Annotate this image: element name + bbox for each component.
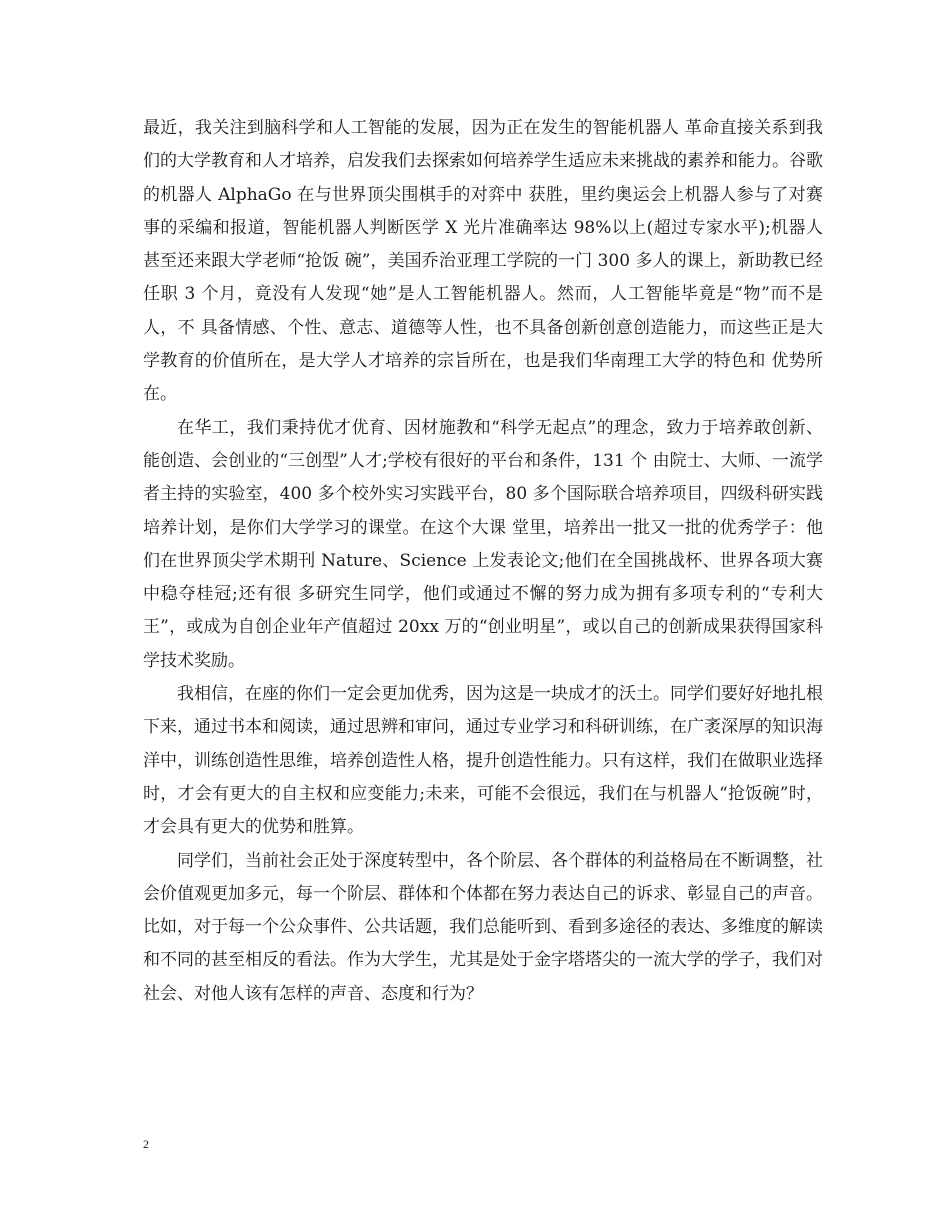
paragraph-1: 最近，我关注到脑科学和人工智能的发展，因为正在发生的智能机器人 革命直接关系到我们的大学教育和人才培养，启发我们去探索如何培养学生适应未来挑战的素养和能力。谷歌的机器人 AlphaGo 在与世界顶尖围棋手的对弈中 获胜，里约奥运会上机器人参与了对赛事的采编和报道，智能机器人判断医学 X 光片准确率达 98%以上(超过专家水平);机器人甚至还来跟大学老师“抢饭 碗”，美国乔治亚理工学院的一门 300 多人的课上，新助教已经任职 3 个月，竟没有人发现“她”是人工智能机器人。然而，人工智能毕竟是“物”而不是人，不 具备情感、个性、意志、道德等人性，也不具备创新创意创造能力，而这些正是大学教育的价值所在，是大学人才培养的宗旨所在，也是我们华南理工大学的特色和 优势所在。: [143, 118, 823, 405]
paragraph-4: 同学们，当前社会正处于深度转型中，各个阶层、各个群体的利益格局在不断调整，社会价值观更加多元，每一个阶层、群体和个体都在努力表达自己的诉求、彰显自己的声音。比如，对于每一个公众事件、公共话题，我们总能听到、看到多途径的表达、多维度的解读和不同的甚至相反的看法。作为大学生，尤其是处于金字塔塔尖的一流大学的学子，我们对社会、对他人该有怎样的声音、态度和行为？: [143, 850, 823, 1004]
document-body: [143, 112, 823, 1011]
page-number: 2: [143, 1137, 149, 1151]
paragraph-3: 我相信，在座的你们一定会更加优秀，因为这是一块成才的沃土。同学们要好好地扎根下来，通过书本和阅读，通过思辨和审问，通过专业学习和科研训练，在广袤深厚的知识海洋中，训练创造性思维，培养创造性人格，提升创造性能力。只有这样，我们在做职业选择时，才会有更大的自主权和应变能力;未来，可能不会很远，我们在与机器人“抢饭碗”时，才会具有更大的优势和胜算。: [143, 684, 823, 838]
paragraph-2: 在华工，我们秉持优才优育、因材施教和“科学无起点”的理念，致力于培养敢创新、能创造、会创业的“三创型”人才;学校有很好的平台和条件，131 个 由院士、大师、一流学者主持的实验室，400 多个校外实习实践平台，80 多个国际联合培养项目，四级科研实践培养计划，是你们大学学习的课堂。在这个大课 堂里，培养出一批又一批的优秀学子：他们在世界顶尖学术期刊 Nature、Science 上发表论文;他们在全国挑战杯、世界各项大赛中稳夺桂冠;还有很 多研究生同学，他们或通过不懈的努力成为拥有多项专利的“专利大王”，或成为自创企业年产值超过 20xx 万的“创业明星”，或以自己的创新成果获得国家科 学技术奖励。: [143, 417, 823, 671]
